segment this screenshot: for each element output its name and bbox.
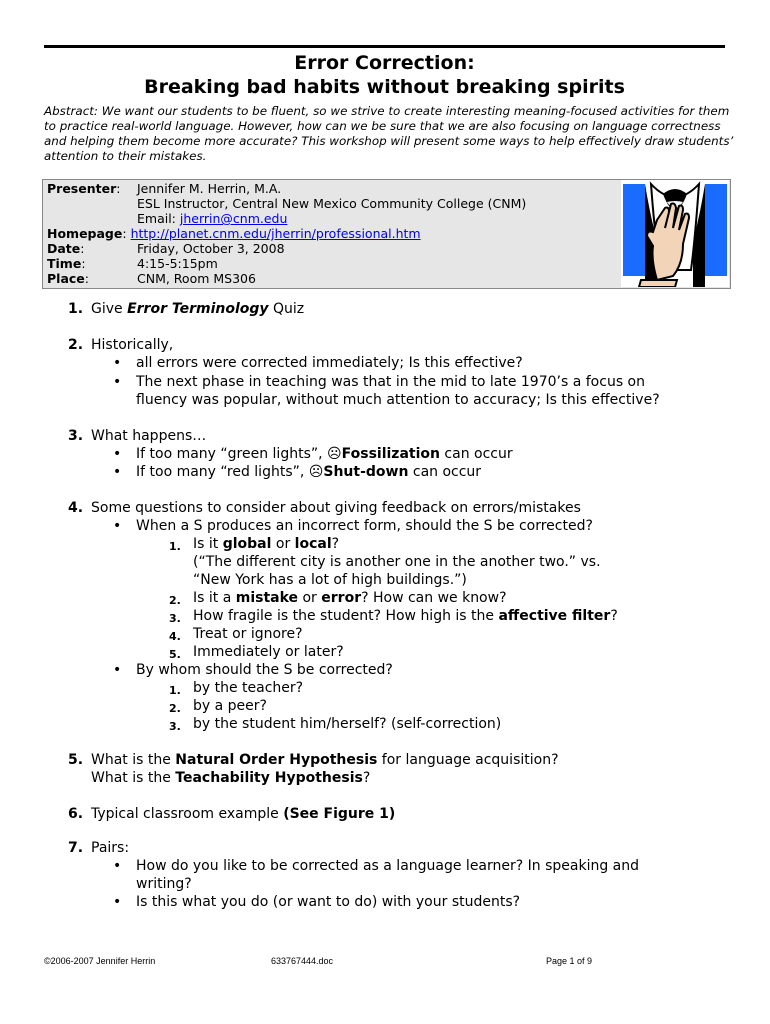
footer-copyright: ©2006-2007 Jennifer Herrin <box>44 956 156 966</box>
homepage-row: Homepage: http://planet.cnm.edu/jherrin/professional.htm <box>47 226 421 241</box>
date-row: Date: Friday, October 3, 2008 <box>47 241 285 256</box>
email-link[interactable]: jherrin@cnm.edu <box>179 211 288 226</box>
hand-over-mouth-illustration <box>621 180 729 287</box>
place-row: Place: CNM, Room MS306 <box>47 271 256 286</box>
time-row: Time: 4:15-5:15pm <box>47 256 218 271</box>
footer-page-number: Page 1 of 9 <box>546 956 593 966</box>
page-subtitle: Breaking bad habits without breaking spirits <box>144 76 625 98</box>
footer-filename: 633767444.doc <box>271 956 334 966</box>
top-rule <box>44 45 725 48</box>
presenter-row: Presenter: Jennifer M. Herrin, M.A. <box>47 181 282 196</box>
abstract: Abstract: We want our students to be fluent, so we strive to create interesting meaning-focused activities for them to practice real-world language. However, how can we be sure that we are also focusing on language correctness and helping them become more accurate? This workshop will present some ways to help effectively draw students’ attention to their mistakes. <box>44 104 734 163</box>
item-1: 1. Give Error Terminology Quiz <box>68 301 305 317</box>
homepage-link[interactable]: http://planet.cnm.edu/jherrin/professional.htm <box>130 226 421 241</box>
presenter-info-box: Presenter: Jennifer M. Herrin, M.A. ESL Instructor, Central New Mexico Community College (CNM) Email: jherrin@cnm.edu Homepage: http://planet.cnm.edu/jherrin/professional.htm Date: Friday, October 3, 2008 Time: 4:15-5:15pm Place: CNM, Room MS306 <box>42 179 731 289</box>
page-title: Error Correction: <box>294 52 475 74</box>
